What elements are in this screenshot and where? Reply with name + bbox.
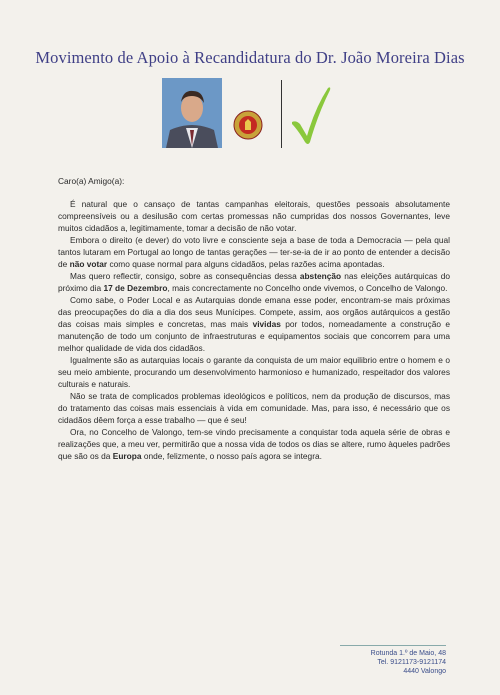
checkmark-icon: [288, 84, 334, 146]
salutation: Caro(a) Amigo(a):: [58, 176, 125, 186]
footer-postal: 4440 Valongo: [403, 668, 446, 675]
paragraph: Mas quero reflectir, consigo, sobre as consequências dessa abstenção nas eleições autárquicas do próximo dia 17 de Dezembro, mais concrectamente no Concelho onde vivemos, o Concelho de Valongo.: [58, 271, 450, 293]
divider: [281, 80, 282, 148]
paragraph: Ora, no Concelho de Valongo, tem-se vindo precisamente a conquistar toda aquela série de obras e realizações que, a meu ver, permitirão que a nossa vida de todos os dias se altere, rumo àqueles padrões que são os da Europa onde, felizmente, o nosso país agora se integra.: [58, 427, 450, 461]
page-heading: Movimento de Apoio à Recandidatura do Dr. João Moreira Dias: [35, 48, 465, 67]
candidate-photo: [162, 78, 222, 148]
paragraph: Como sabe, o Poder Local e as Autarquias donde emana esse poder, encontram-se mais próximas das preocupações do dia a dia dos seus Munícipes. Compete, assim, aos orgãos autárquicos a gestão das coisas mais simples e concretas, mas mais vividas por todos, nomeadamente a construção e manutenção de todo um conjunto de infraestruturas e equipamentos sociais que concorrem para uma melhor qualidade de vida dos cidadãos.: [58, 295, 451, 353]
footer-address: Rotunda 1.º de Maio, 48: [370, 650, 446, 657]
footer-phone: Tel. 9121173-9121174: [377, 659, 446, 666]
paragraph: Embora o direito (e dever) do voto livre e consciente seja a base de toda a Democracia — pela qual tantos lutaram em Portugal ao longo de tantas gerações — ter-se-ia de ir ao ponto de entender a decisão de não votar como quase normal para alguns cidadãos, pelas razões acima apontadas.: [58, 235, 450, 269]
paragraph: É natural que o cansaço de tantas campanhas eleitorais, questões pessoais absolutamente compreensíveis ou a desilusão com certas promessas não cumpridas dos nossos Governantes, leve muitos cidadãos a, legitimamente, tomar a decisão de não votar.: [58, 199, 450, 233]
paragraph: Igualmente são as autarquias locais o garante da conquista de um maior equilibrio entre o homem e o seu meio ambiente, procurando um desenvolvimento harmonioso e humanizado, respeitador dos valores culturais e naturais.: [58, 355, 450, 389]
contact-footer: [340, 645, 446, 676]
party-emblem-icon: [233, 110, 263, 140]
letter-body: [58, 175, 450, 462]
paragraph: Não se trata de complicados problemas ideológicos e políticos, nem da produção de discursos, mas do tratamento das coisas mais essenciais à vida em comunidade. Mas, para isso, é necessário que os cidadãos dêem força a esse trabalho — que é seu!: [58, 391, 450, 425]
